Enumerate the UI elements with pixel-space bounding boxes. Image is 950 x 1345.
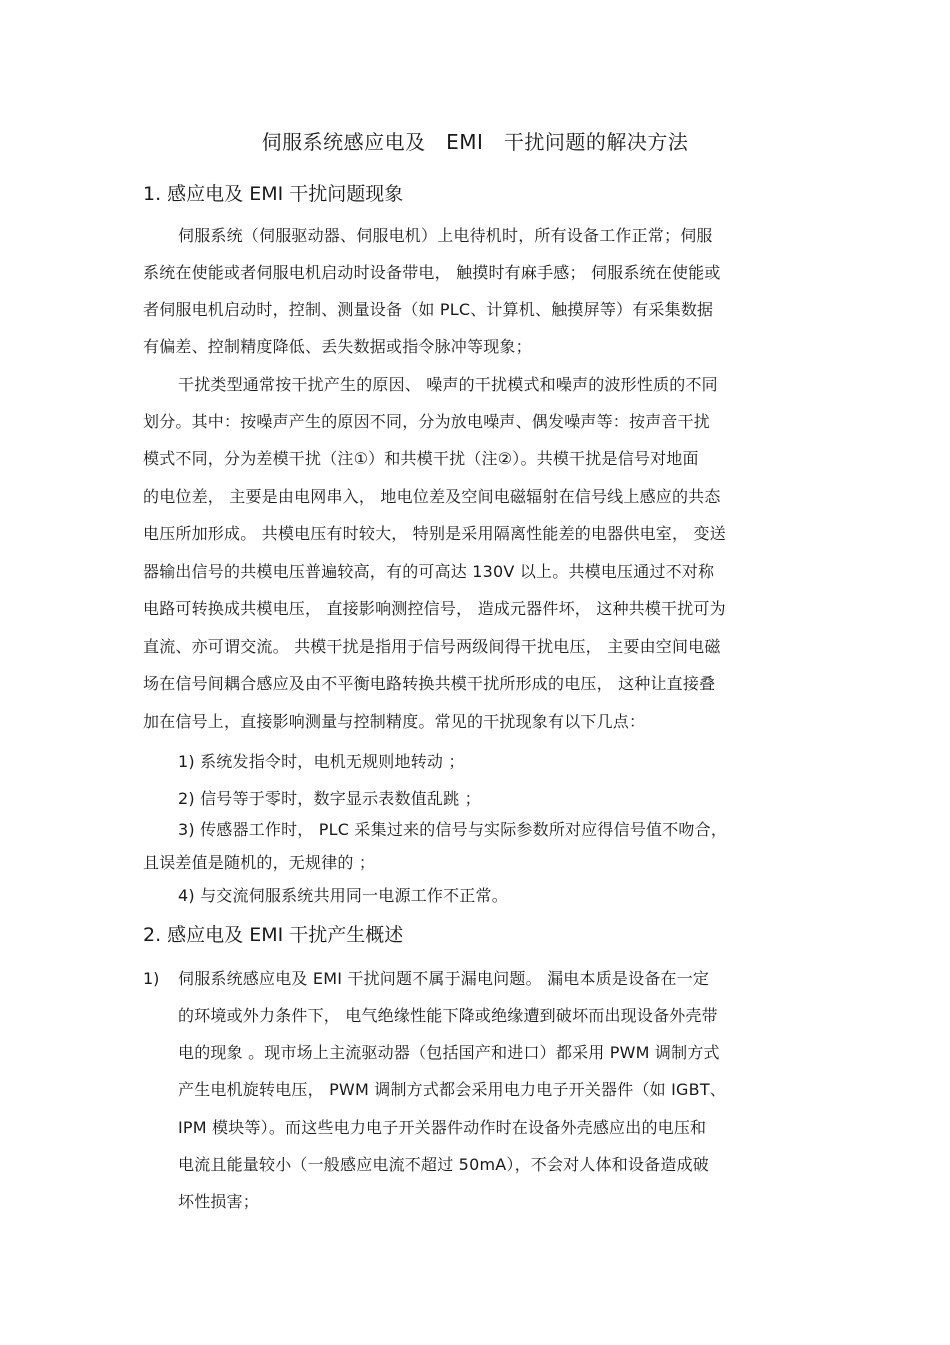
document-title: 伺服系统感应电及 EMI 干扰问题的解决方法 xyxy=(261,130,689,154)
paragraph-line: 场在信号间耦合感应及由不平衡电路转换共模干扰所形成的电压， 这种让直接叠 xyxy=(143,674,716,693)
paragraph-line: 伺服系统感应电及 EMI 干扰问题不属于漏电问题。 漏电本质是设备在一定 xyxy=(178,969,710,988)
paragraph-line: 电路可转换成共模电压， 直接影响测控信号， 造成元器件坏， 这种共模干扰可为 xyxy=(143,599,726,618)
paragraph-line: 模式不同，分为差模干扰（注①）和共模干扰（注②）。共模干扰是信号对地面 xyxy=(143,449,699,468)
paragraph-line: 电压所加形成。 共模电压有时较大， 特别是采用隔离性能差的电器供电室， 变送 xyxy=(143,524,726,543)
list-item: 2) 信号等于零时，数字显示表数值乱跳 ； xyxy=(178,789,481,808)
paragraph-line: 的环境或外力条件下， 电气绝缘性能下降或绝缘遭到破坏而出现设备外壳带 xyxy=(178,1006,718,1025)
paragraph-line: 加在信号上，直接影响测量与控制精度。常见的干扰现象有以下几点： xyxy=(143,712,646,731)
section-1-heading: 1. 感应电及 EMI 干扰问题现象 xyxy=(143,183,404,205)
section-2-heading: 2. 感应电及 EMI 干扰产生概述 xyxy=(143,924,404,946)
paragraph-line: 者伺服电机启动时，控制、测量设备（如 PLC、计算机、触摸屏等）有采集数据 xyxy=(143,300,714,319)
paragraph-line: 有偏差、控制精度降低、丢失数据或指令脉冲等现象； xyxy=(143,337,532,356)
paragraph-line: 的电位差， 主要是由电网串入， 地电位差及空间电磁辐射在信号线上感应的共态 xyxy=(143,487,721,506)
paragraph-line: 干扰类型通常按干扰产生的原因、 噪声的干扰模式和噪声的波形性质的不同 xyxy=(178,375,718,394)
list-item: 3) 传感器工作时， PLC 采集过来的信号与实际参数所对应得信号值不吻合， xyxy=(178,820,728,839)
paragraph-line: IPM 模块等）。而这些电力电子开关器件动作时在设备外壳感应出的电压和 xyxy=(178,1118,707,1137)
paragraph-line: 产生电机旋转电压， PWM 调制方式都会采用电力电子开关器件（如 IGBT、 xyxy=(178,1080,726,1099)
paragraph-line: 系统在使能或者伺服电机启动时设备带电， 触摸时有麻手感； 伺服系统在使能或 xyxy=(143,263,721,282)
paragraph-line: 直流、亦可谓交流。 共模干扰是指用于信号两级间得干扰电压， 主要由空间电磁 xyxy=(143,637,721,656)
list-number: 1) xyxy=(143,969,160,988)
paragraph-line: 电流且能量较小（一般感应电流不超过 50mA），不会对人体和设备造成破 xyxy=(178,1155,709,1174)
paragraph-line: 伺服系统（伺服驱动器、伺服电机）上电待机时，所有设备工作正常；伺服 xyxy=(178,226,713,245)
paragraph-line: 电的现象 。现市场上主流驱动器（包括国产和进口）都采用 PWM 调制方式 xyxy=(178,1043,720,1062)
paragraph-line: 划分。其中：按噪声产生的原因不同，分为放电噪声、偶发噪声等：按声音干扰 xyxy=(143,412,711,431)
paragraph-line: 坏性损害； xyxy=(178,1192,260,1211)
list-item: 1) 系统发指令时，电机无规则地转动 ； xyxy=(178,752,465,771)
list-item: 4) 与交流伺服系统共用同一电源工作不正常。 xyxy=(178,886,508,905)
list-item-continuation: 且误差值是随机的，无规律的 ； xyxy=(143,853,376,872)
paragraph-line: 器输出信号的共模电压普遍较高，有的可高达 130V 以上。共模电压通过不对称 xyxy=(143,562,715,581)
